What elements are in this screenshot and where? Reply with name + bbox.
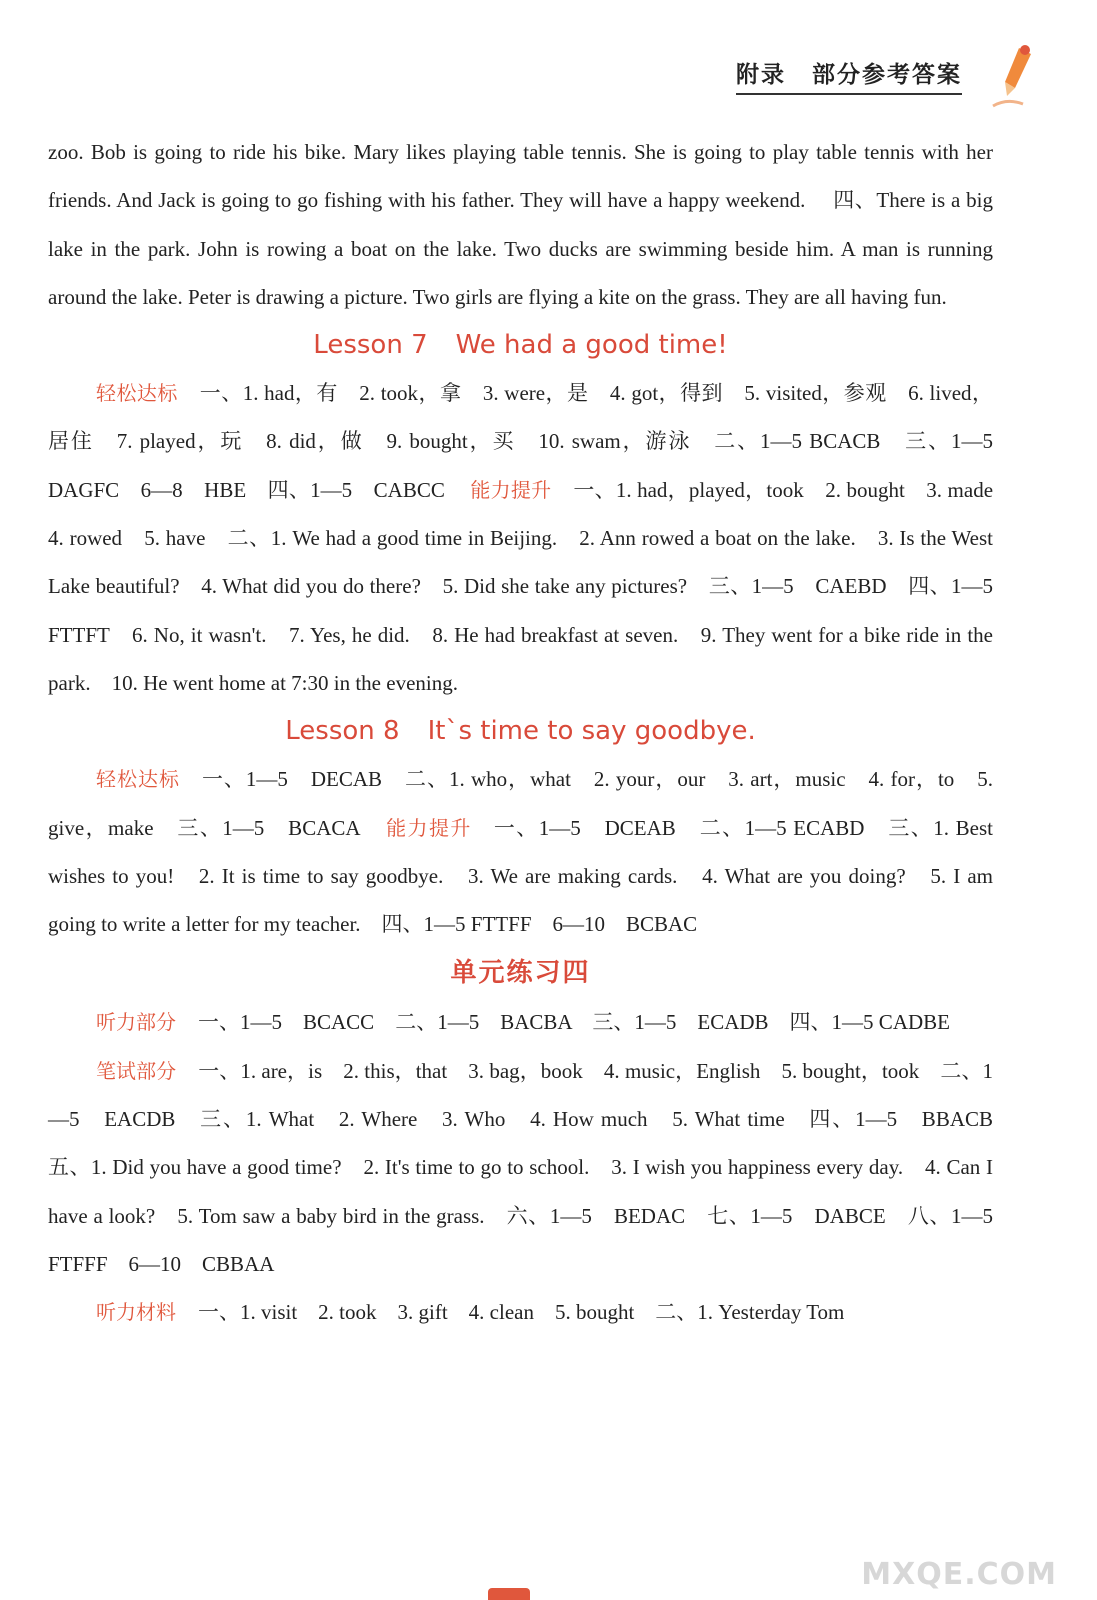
written-tag: 笔试部分 <box>96 1058 177 1083</box>
watermark-logo: MXQE.COM <box>861 1557 1057 1592</box>
page-header <box>736 56 962 95</box>
lesson-7-answers <box>48 369 1015 707</box>
unit-4-heading: 单元练习四 <box>450 958 591 989</box>
intro-text-2: 四、There is a big lake in the park. John is rowing a boat on the lake. Two ducks are swimming beside him. A man is running around the lake. Peter is drawing a picture. Two girls are flying a kite on the grass. They are all having fun. <box>48 188 994 309</box>
material-text: 一、1. visit 2. took 3. gift 4. clean 5. bought 二、1. Yesterday Tom <box>198 1300 845 1325</box>
unit-4-material <box>48 1288 993 1336</box>
lesson-8-advanced-text: 一、1—5 DCEAB 二、1—5 ECABD 三、1. Best wishes to you! 2. It is time to say goodbye. 3. We are making cards. 4. What are you doing? 5. I am going to write a letter for my teacher. 四、1—5 FTTFF 6—10 BCBAC <box>48 815 994 937</box>
unit-4-written <box>48 1047 1014 1288</box>
listening-tag: 听力部分 <box>96 1010 176 1035</box>
answer-content <box>48 128 1015 1337</box>
easy-tag: 轻松达标 <box>96 381 178 406</box>
lesson-7-number: Lesson 7 <box>313 330 428 361</box>
lesson-8-easy-text: 一、1—5 DECAB 二、1. who，what 2. your，our 3. art，music 4. for，to 5. give，make 三、1—5 BCACA <box>48 767 993 840</box>
header-title: 部分参考答案 <box>812 62 962 88</box>
lesson-7-title: We had a good time! <box>455 330 728 361</box>
written-text: 一、1. are，is 2. this，that 3. bag，book 4. music，English 5. bought，took 二、1—5 EACDB 三、1. What 2. Where 3. Who 4. How much 5. What time 四、1—5 BBACB 五、1. Did you have a good time? 2. It's time to go to school. 3. I wish you happiness every day. 4. Can I have a look? 5. Tom saw a baby bird in the grass. 六、1—5 BEDAC 七、1—5 DABCE 八、1—5 FTFFF 6—10 CBBAA <box>48 1058 1014 1276</box>
intro-text-1: zoo. Bob is going to ride his bike. Mary likes playing table tennis. She is going to play table tennis with her friends. And Jack is going to go fishing with his father. They will have a happy weekend. <box>48 140 993 213</box>
listening-text: 一、1—5 BCACC 二、1—5 BACBA 三、1—5 ECADB 四、1—5 CADBE <box>198 1010 950 1035</box>
easy-tag: 轻松达标 <box>96 767 180 792</box>
lesson-8-title: It`s time to say goodbye. <box>427 716 756 747</box>
lesson-8-answers <box>48 755 993 948</box>
pencil-figure-icon <box>989 44 1039 116</box>
lesson-8-number: Lesson 8 <box>285 716 400 747</box>
advanced-tag: 能力提升 <box>470 477 552 502</box>
material-tag: 听力材料 <box>96 1300 176 1325</box>
lesson-7-heading <box>48 321 993 369</box>
lesson-7-easy-text: 一、1. had，有 2. took，拿 3. were，是 4. got，得到 5. visited，参观 6. lived，居住 7. played，玩 8. did，做 9. bought，买 10. swam，游泳 二、1—5 BCACB 三、1—5 DAGFC 6—8 HBE 四、1—5 CABCC <box>48 381 1014 502</box>
intro-paragraph <box>48 128 993 321</box>
lesson-7-advanced-text: 一、1. had，played，took 2. bought 3. made 4. rowed 5. have 二、1. We had a good time in Beijing. 2. Ann rowed a boat on the lake. 3. Is the West Lake beautiful? 4. What did you do there? 5. Did she take any pictures? 三、1—5 CAEBD 四、1—5 FTTFT 6. No, it wasn't. 7. Yes, he did. 8. He had breakfast at seven. 9. They went for a bike ride in the park. 10. He went home at 7:30 in the evening. <box>48 477 1015 695</box>
lesson-8-heading <box>48 707 993 755</box>
appendix-label: 附录 <box>736 62 786 88</box>
advanced-tag: 能力提升 <box>386 815 472 840</box>
unit-4-listening <box>48 998 993 1046</box>
page-number-marker <box>488 1588 530 1600</box>
